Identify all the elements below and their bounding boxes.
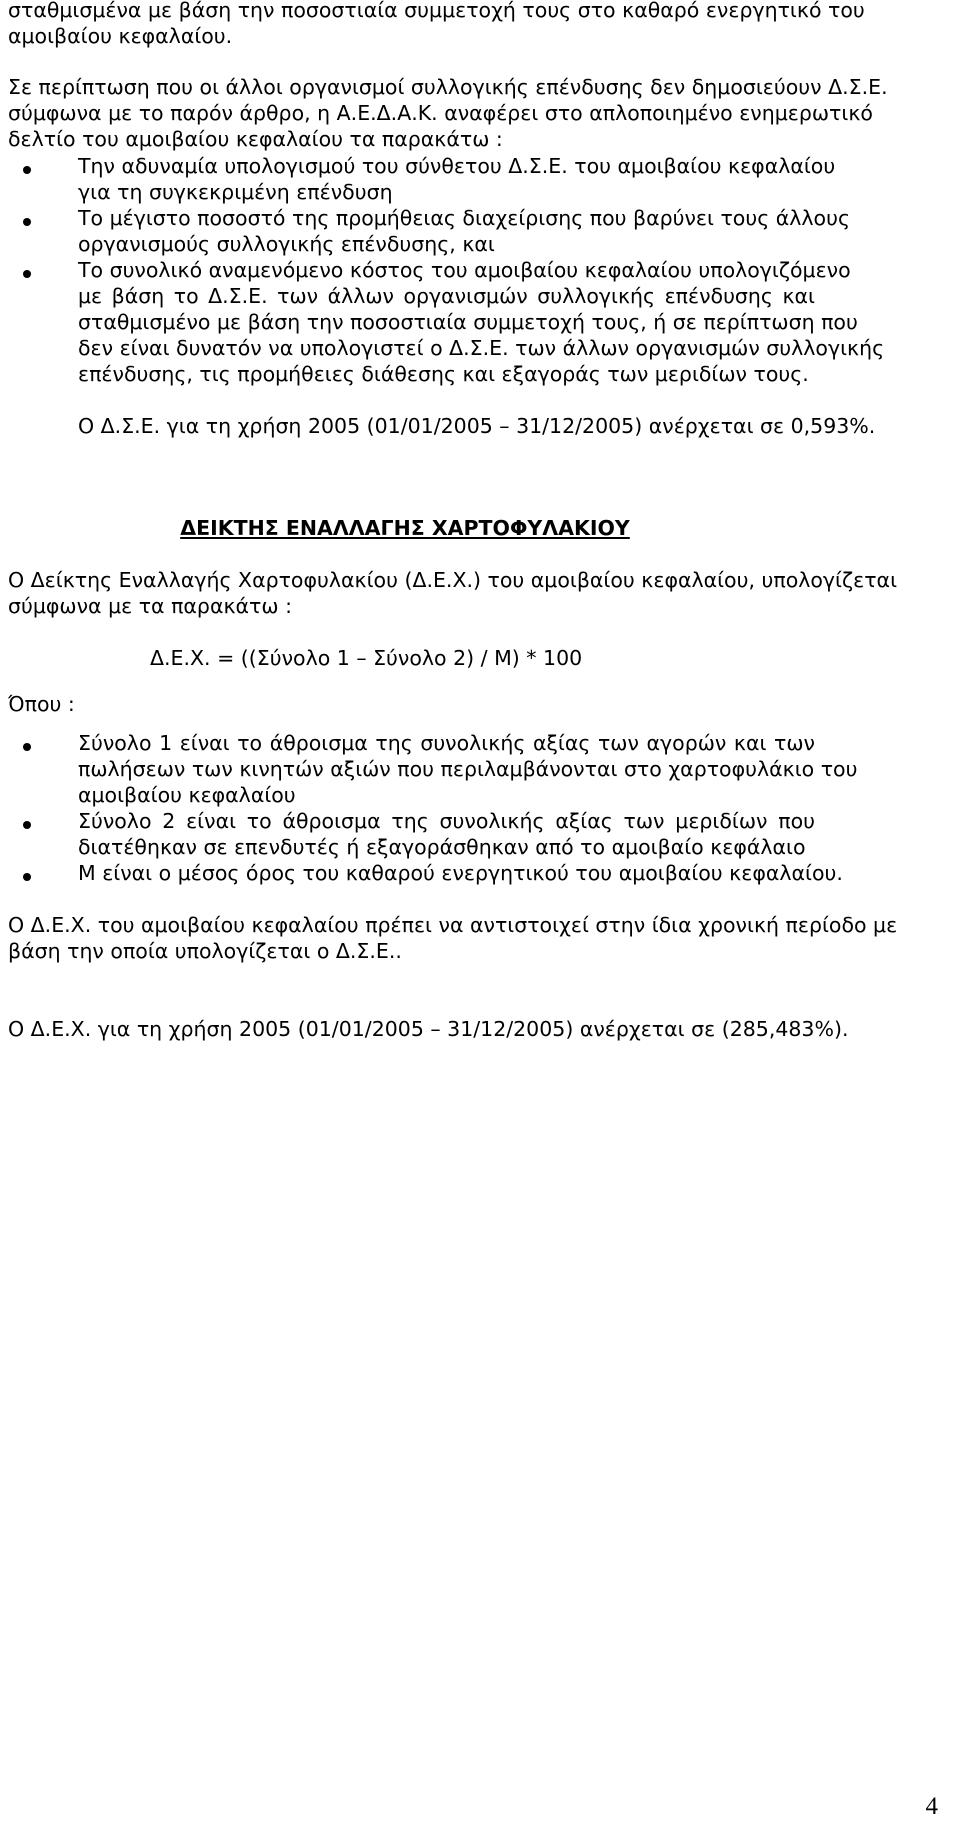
list-item-line: πωλήσεων των κινητών αξιών που περιλαμβάνονται στο χαρτοφυλάκιο του bbox=[78, 757, 858, 781]
paragraph-line: σύμφωνα με τα παρακάτω : bbox=[8, 594, 292, 618]
bullet-icon bbox=[23, 270, 31, 278]
list-item-line: οργανισμούς συλλογικής επένδυσης, και bbox=[78, 232, 495, 256]
list-item-line: Μ είναι ο μέσος όρος του καθαρού ενεργητικού του αμοιβαίου κεφαλαίου. bbox=[78, 861, 843, 885]
list-item-line: διατέθηκαν σε επενδυτές ή εξαγοράσθηκαν από το αμοιβαίο κεφάλαιο bbox=[78, 835, 806, 859]
bullet-icon bbox=[23, 873, 31, 881]
paragraph-line: αμοιβαίου κεφαλαίου. bbox=[8, 24, 233, 48]
paragraph-line: δελτίο του αμοιβαίου κεφαλαίου τα παρακάτω : bbox=[8, 127, 503, 151]
where-label: Όπου : bbox=[8, 692, 75, 716]
formula: Δ.Ε.Χ. = ((Σύνολο 1 – Σύνολο 2) / Μ) * 100 bbox=[150, 646, 583, 670]
bullet-icon bbox=[23, 218, 31, 226]
list-item-line: Την αδυναμία υπολογισμού του σύνθετου Δ.Σ.Ε. του αμοιβαίου κεφαλαίου bbox=[78, 154, 836, 178]
list-item-line: Το μέγιστο ποσοστό της προμήθειας διαχείρισης που βαρύνει τους άλλους bbox=[78, 206, 850, 230]
paragraph-line: Ο Δείκτης Εναλλαγής Χαρτοφυλακίου (Δ.Ε.Χ.) του αμοιβαίου κεφαλαίου, υπολογίζεται bbox=[8, 568, 898, 592]
list-item-line: δεν είναι δυνατόν να υπολογιστεί ο Δ.Σ.Ε. των άλλων οργανισμών συλλογικής bbox=[78, 336, 885, 360]
paragraph-line: Σε περίπτωση που οι άλλοι οργανισμοί συλλογικής επένδυσης δεν δημοσιεύουν Δ.Σ.Ε. bbox=[8, 75, 888, 99]
list-item-line: Σύνολο 2 είναι το άθροισμα της συνολικής αξίας των μεριδίων που bbox=[78, 809, 815, 833]
list-item-line: Σύνολο 1 είναι το άθροισμα της συνολικής αξίας των αγορών και των bbox=[78, 731, 815, 755]
list-item-line: σταθμισμένο με βάση την ποσοστιαία συμμετοχή τους, ή σε περίπτωση που bbox=[78, 310, 858, 334]
list-item-line: αμοιβαίου κεφαλαίου bbox=[78, 783, 296, 807]
paragraph-line: Ο Δ.Ε.Χ. του αμοιβαίου κεφαλαίου πρέπει να αντιστοιχεί στην ίδια χρονική περίοδο με bbox=[8, 913, 898, 937]
list-item-line: Το συνολικό αναμενόμενο κόστος του αμοιβαίου κεφαλαίου υπολογιζόμενο bbox=[78, 258, 851, 282]
bullet-icon bbox=[23, 821, 31, 829]
list-item-line: με βάση το Δ.Σ.Ε. των άλλων οργανισμών συλλογικής επένδυσης και bbox=[78, 284, 815, 308]
list-item-line: επένδυσης, τις προμήθειες διάθεσης και εξαγοράς των μεριδίων τους. bbox=[78, 362, 809, 386]
bullet-icon bbox=[23, 166, 31, 174]
dex-result: Ο Δ.Ε.Χ. για τη χρήση 2005 (01/01/2005 – 31/12/2005) ανέρχεται σε (285,483%). bbox=[8, 1017, 849, 1041]
paragraph-line: σταθμισμένα με βάση την ποσοστιαία συμμετοχή τους στο καθαρό ενεργητικό του bbox=[8, 0, 865, 22]
bullet-icon bbox=[23, 743, 31, 751]
page-number: 4 bbox=[925, 1793, 938, 1820]
dse-result: Ο Δ.Σ.Ε. για τη χρήση 2005 (01/01/2005 – 31/12/2005) ανέρχεται σε 0,593%. bbox=[78, 414, 876, 438]
paragraph-line: βάση την οποία υπολογίζεται ο Δ.Σ.Ε.. bbox=[8, 939, 402, 963]
paragraph-line: σύμφωνα με το παρόν άρθρο, η Α.Ε.Δ.Α.Κ. αναφέρει στο απλοποιημένο ενημερωτικό bbox=[8, 101, 873, 125]
list-item-line: για τη συγκεκριμένη επένδυση bbox=[78, 180, 393, 204]
section-heading: ΔΕΙΚΤΗΣ ΕΝΑΛΛΑΓΗΣ ΧΑΡΤΟΦΥΛΑΚΙΟΥ bbox=[180, 516, 630, 540]
